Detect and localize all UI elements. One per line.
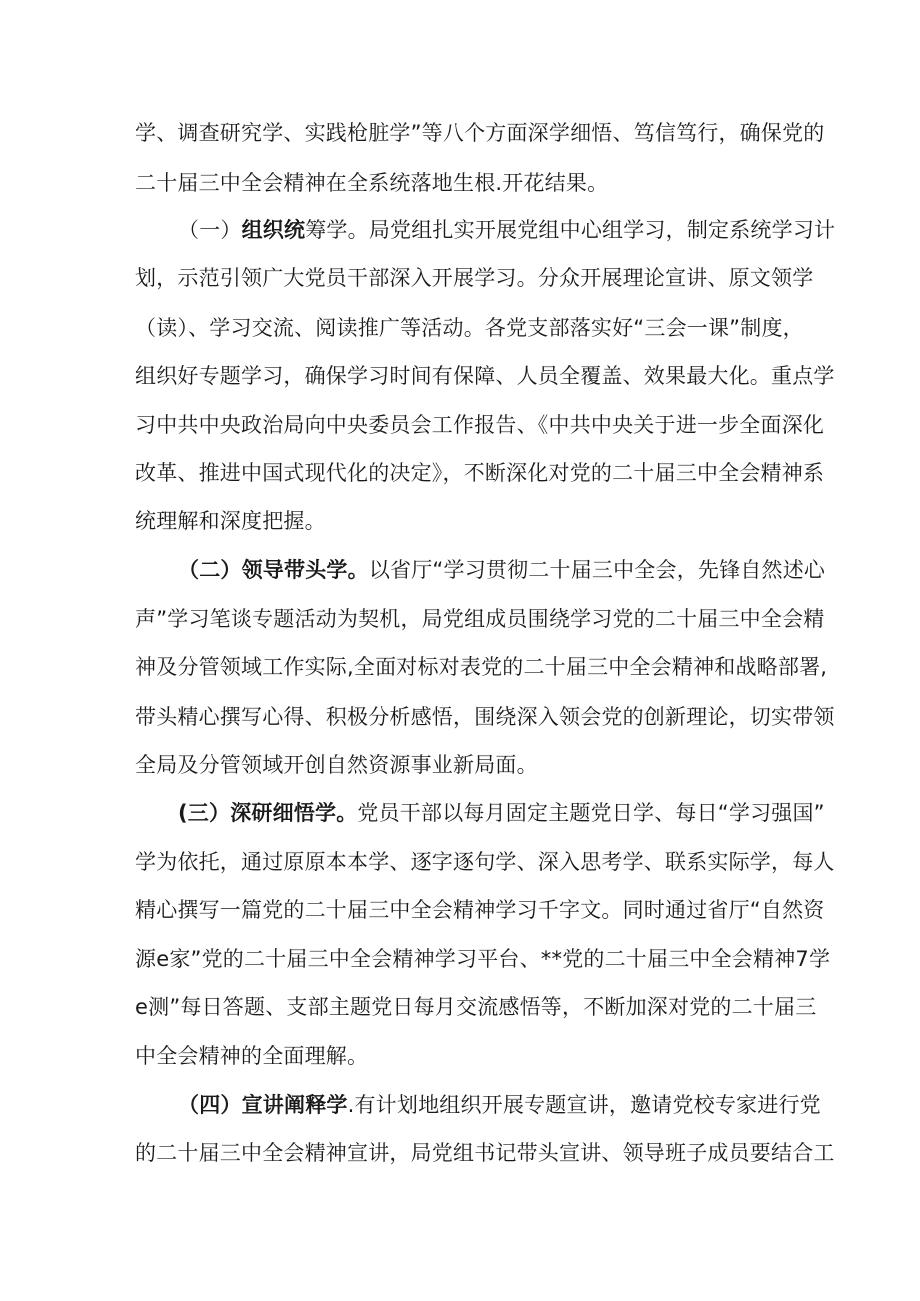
section-1-heading-line bbox=[0, 210, 920, 250]
section-1-line: 统理解和深度把握。 bbox=[135, 509, 326, 533]
section-2-heading-line bbox=[0, 550, 920, 590]
section-1-line: 组织好专题学习，确保学习时间有保障、人员全覆盖、效果最大化。重点学 bbox=[135, 364, 835, 388]
section-4-line: 的二十届三中全会精神宣讲，局党组书记带头宣讲、领导班子成员要结合工 bbox=[135, 1141, 835, 1165]
section-3-heading-line bbox=[0, 793, 920, 833]
section-3-line: 学为依托，通过原原本本学、逐字逐句学、深入思考学、联系实际学，每人 bbox=[135, 850, 835, 874]
section-1-title: 组织统 bbox=[241, 218, 306, 242]
section-2-line: 全局及分管领域开创自然资源事业新局面。 bbox=[135, 753, 538, 777]
section-1-text: 局党组扎实开展党组中心组学习，制定系统学习计 bbox=[368, 218, 836, 242]
section-4-heading-line bbox=[0, 1085, 920, 1125]
intro-line-1: 学、调查研究学、实践枪脏学”等八个方面深学细悟、笃信笃行，确保党的 bbox=[135, 121, 825, 145]
section-3-line: e测”每日答题、支部主题党日每月交流感悟等，不断加深对党的二十届三 bbox=[135, 995, 817, 1019]
section-1-number: （一） bbox=[178, 218, 242, 242]
section-2-line: 神及分管领域工作实际,全面对标对表党的二十届三中全会精神和战略部署, bbox=[135, 655, 828, 679]
section-2-heading: （二）领导带头学。 bbox=[178, 558, 369, 582]
section-3-line: 中全会精神的全面理解。 bbox=[135, 1044, 369, 1068]
section-1-line: 划，示范引领广大党员干部深入开展学习。分众开展理论宣讲、原文领学 bbox=[135, 266, 814, 290]
section-2-text: 以省厅“学习贯彻二十届三中全会，先锋自然述心 bbox=[368, 558, 826, 582]
section-4-text: .有计划地组织开展专题宣讲，邀请党校专家进行党 bbox=[347, 1093, 821, 1117]
section-1-line: （读）、学习交流、阅读推广等活动。各党支部落实好“三会一课”制度， bbox=[135, 316, 804, 340]
section-3-line: 精心撰写一篇党的二十届三中全会精神学习千字文。同时通过省厅“自然资 bbox=[135, 898, 825, 922]
section-1-title-tail: 筹学。 bbox=[305, 218, 369, 242]
section-3-text: 党员干部以每月固定主题党日学、每日“学习强国” bbox=[357, 801, 825, 825]
section-3-line: 源e家”党的二十届三中全会精神学习平台、**党的二十届三中全会精神7学 bbox=[135, 947, 831, 971]
section-4-heading: （四）宣讲阐释学 bbox=[178, 1093, 348, 1117]
section-2-line: 带头精心撰写心得、积极分析感悟，围绕深入领会党的创新理论，切实带领 bbox=[135, 705, 835, 729]
intro-line-2: 二十届三中全会精神在全系统落地生根.开花结果。 bbox=[135, 171, 609, 195]
section-1-line: 习中共中央政治局向中央委员会工作报告、《中共中央关于进一步全面深化 bbox=[135, 413, 825, 437]
section-3-heading: (三）深研细悟学。 bbox=[178, 801, 358, 825]
section-1-line: 改革、推进中国式现代化的决定》，不断深化对党的二十届三中全会精神系 bbox=[135, 461, 825, 485]
section-2-line: 声”学习笔谈专题活动为契机，局党组成员围绕学习党的二十届三中全会精 bbox=[135, 607, 825, 631]
